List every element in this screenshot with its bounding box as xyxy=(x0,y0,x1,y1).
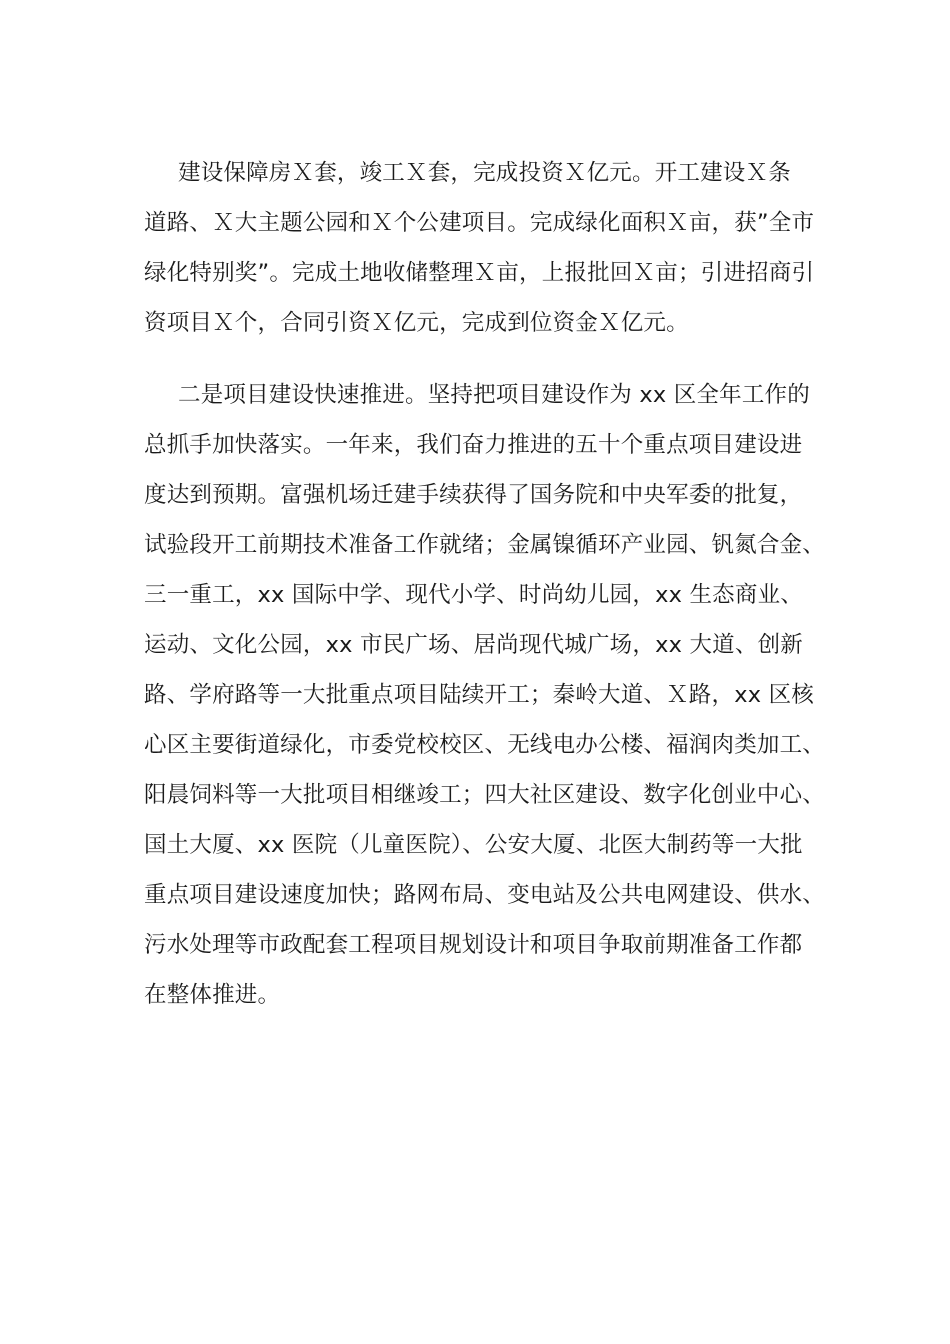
paragraph-line: 度达到预期。富强机场迁建手续获得了国务院和中央军委的批复， xyxy=(144,482,803,508)
paragraph-line: 在整体推进。 xyxy=(144,982,281,1008)
paragraph-line: 路、学府路等一大批重点项目陆续开工；秦岭大道、Ｘ路，xx 区核 xyxy=(144,682,814,708)
paragraph-line: 试验段开工前期技术准备工作就绪；金属镍循环产业园、钒氮合金、 xyxy=(144,532,826,558)
paragraph-line: 重点项目建设速度加快；路网布局、变电站及公共电网建设、供水、 xyxy=(144,882,826,908)
paragraph-line: 污水处理等市政配套工程项目规划设计和项目争取前期准备工作都 xyxy=(144,932,803,958)
paragraph-line: 国土大厦、xx 医院（儿童医院）、公安大厦、北医大制药等一大批 xyxy=(144,832,803,858)
paragraph-line: 绿化特别奖”。完成土地收储整理Ｘ亩，上报批回Ｘ亩；引进招商引 xyxy=(144,260,815,286)
paragraph-line: 道路、Ｘ大主题公园和Ｘ个公建项目。完成绿化面积Ｘ亩，获”全市 xyxy=(144,210,815,236)
paragraph-line: 运动、文化公园，xx 市民广场、居尚现代城广场，xx 大道、创新 xyxy=(144,632,803,658)
paragraph-line: 二是项目建设快速推进。坚持把项目建设作为 xx 区全年工作的 xyxy=(178,382,810,408)
paragraph-line: 心区主要街道绿化，市委党校校区、无线电办公楼、福润肉类加工、 xyxy=(144,732,826,758)
paragraph-2 xyxy=(144,370,826,1020)
paragraph-line: 资项目Ｘ个，合同引资Ｘ亿元，完成到位资金Ｘ亿元。 xyxy=(144,310,689,336)
paragraph-1 xyxy=(144,148,815,348)
paragraph-line: 建设保障房Ｘ套，竣工Ｘ套，完成投资Ｘ亿元。开工建设Ｘ条 xyxy=(178,160,791,186)
paragraph-line: 总抓手加快落实。一年来，我们奋力推进的五十个重点项目建设进 xyxy=(144,432,803,458)
paragraph-line: 三一重工，xx 国际中学、现代小学、时尚幼儿园，xx 生态商业、 xyxy=(144,582,803,608)
paragraph-line: 阳晨饲料等一大批项目相继竣工；四大社区建设、数字化创业中心、 xyxy=(144,782,826,808)
